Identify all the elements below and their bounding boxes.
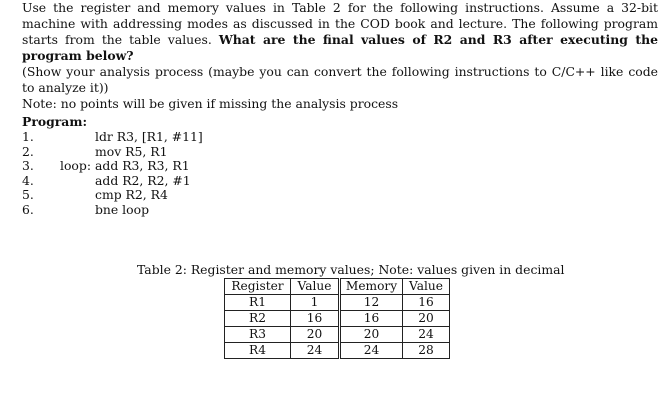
cell-register-value: 1 bbox=[291, 295, 340, 311]
header-memory-value: Value bbox=[403, 279, 450, 295]
cell-memory-value: 20 bbox=[403, 311, 450, 327]
line-number: 5. bbox=[22, 187, 34, 203]
header-register: Register bbox=[225, 279, 291, 295]
table-row bbox=[225, 311, 450, 327]
question-text bbox=[22, 0, 658, 112]
question-note: Note: no points will be given if missing the analysis process bbox=[22, 96, 399, 111]
line-code: cmp R2, R4 bbox=[95, 187, 168, 203]
cell-memory-value: 16 bbox=[403, 295, 450, 311]
program-title: Program: bbox=[22, 114, 88, 129]
cell-register-value: 20 bbox=[291, 327, 340, 343]
line-number: 4. bbox=[22, 172, 34, 188]
line-label: loop: bbox=[60, 158, 91, 174]
cell-memory-address: 20 bbox=[340, 327, 403, 343]
table-caption: Table 2: Register and memory values; Note: values given in decimal bbox=[137, 262, 565, 277]
line-code: mov R5, R1 bbox=[95, 143, 168, 159]
table-row bbox=[225, 343, 450, 359]
cell-memory-value: 24 bbox=[403, 327, 450, 343]
cell-register: R1 bbox=[225, 295, 291, 311]
cell-register-value: 16 bbox=[291, 311, 340, 327]
line-code: add R3, R3, R1 bbox=[95, 158, 190, 174]
question-bold: What are the final values of R2 and R3 after executing the program below? bbox=[22, 32, 658, 63]
header-memory: Memory bbox=[340, 279, 403, 295]
cell-memory-address: 12 bbox=[340, 295, 403, 311]
line-code: ldr R3, [R1, #11] bbox=[95, 129, 203, 144]
cell-memory-address: 16 bbox=[340, 311, 403, 327]
table-row bbox=[225, 327, 450, 343]
line-number: 3. bbox=[22, 158, 34, 174]
line-code: bne loop bbox=[95, 201, 149, 217]
table-header-row bbox=[225, 279, 450, 295]
question-intro: Use the register and memory values in Table 2 for the following instructions. Assume a 32-bit machine with addressing modes as discussed in the COD book and lecture. The following program starts from the table values. bbox=[22, 0, 658, 47]
register-memory-table bbox=[224, 278, 450, 359]
table-row bbox=[225, 295, 450, 311]
line-number: 6. bbox=[22, 201, 34, 217]
cell-register: R3 bbox=[225, 327, 291, 343]
cell-register: R4 bbox=[225, 343, 291, 359]
header-value: Value bbox=[291, 279, 340, 295]
line-code: add R2, R2, #1 bbox=[95, 172, 191, 188]
cell-register-value: 24 bbox=[291, 343, 340, 359]
line-number: 2. bbox=[22, 143, 34, 159]
cell-memory-address: 24 bbox=[340, 343, 403, 359]
line-number: 1. bbox=[22, 129, 34, 144]
cell-register: R2 bbox=[225, 311, 291, 327]
question-instruction: (Show your analysis process (maybe you can convert the following instructions to C/C++ like code to analyze it)) bbox=[22, 64, 658, 95]
cell-memory-value: 28 bbox=[403, 343, 450, 359]
